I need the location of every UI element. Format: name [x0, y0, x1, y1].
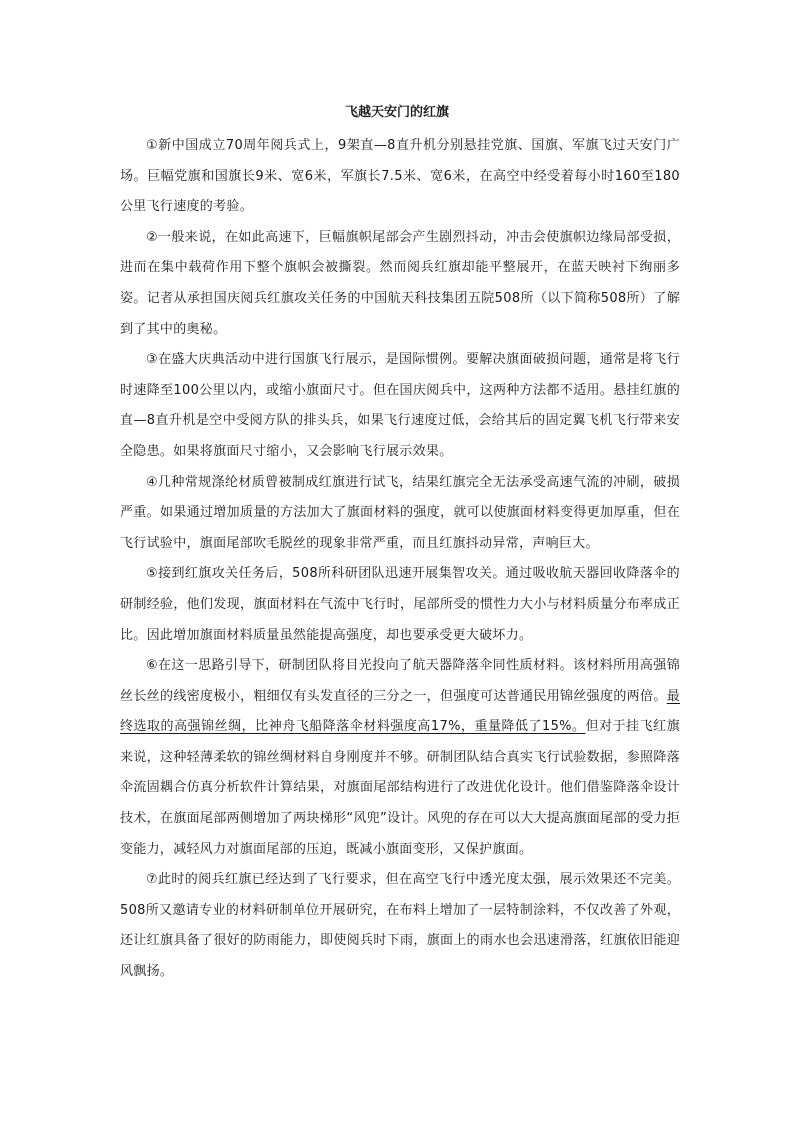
paragraph-6-start: ⑥在这一思路引导下，研制团队将目光投向了航天器降落伞同性质材料。该材料所用高强锦丝长丝的线密度极小，粗细仅有头发直径的三分之一，但强度可达普通民用锦丝强度的两倍。 [120, 658, 680, 704]
paragraph-5: ⑤接到红旗攻关任务后，508所科研团队迅速开展集智攻关。通过吸收航天器回收降落伞的研制经验，他们发现，旗面材料在气流中飞行时，尾部所受的惯性力大小与材料质量分布率成正比。因此增加旗面材料质量虽然能提高强度，却也要承受更大破坏力。 [120, 566, 680, 643]
underlined-sentence: 最终选取的高强锦丝绸，比神舟飞船降落伞材料强度高17%，重量降低了15%。 [120, 688, 680, 735]
article-title: 飞越天安门的红旗 [344, 105, 449, 120]
article-body [120, 131, 680, 988]
paragraph-2: ②一般来说，在如此高速下，巨幅旗帜尾部会产生剧烈抖动，冲击会使旗帜边缘局部受损，进而在集中载荷作用下整个旗帜会被撕裂。然而阅兵红旗却能平整展开，在蓝天映衬下绚丽多姿。记者从承担国庆阅兵红旗攻关任务的中国航天科技集团五院508所（以下简称508所）了解到了其中的奥秘。 [120, 229, 680, 337]
paragraph-1: ①新中国成立70周年阅兵式上，9架直—8直升机分别悬挂党旗、国旗、军旗飞过天安门广场。巨幅党旗和国旗长9米、宽6米，军旗长7.5米、宽6米，在高空中经受着每小时160至180公里飞行速度的考验。 [120, 138, 680, 215]
paragraph-3: ③在盛大庆典活动中进行国旗飞行展示，是国际惯例。要解决旗面破损问题，通常是将飞行时速降至100公里以内，或缩小旗面尺寸。但在国庆阅兵中，这两种方法都不适用。悬挂红旗的直—8直升机是空中受阅方队的排头兵，如果飞行速度过低，会给其后的固定翼飞机飞行带来安全隐患。如果将旗面尺寸缩小，又会影响飞行展示效果。 [120, 352, 680, 459]
paragraph-6 [120, 651, 680, 865]
paragraph-7: ⑦此时的阅兵红旗已经达到了飞行要求，但在高空飞行中透光度太强，展示效果还不完美。508所又邀请专业的材料研制单位开展研究，在布料上增加了一层特制涂料，不仅改善了外观，还让红旗具备了很好的防雨能力，即使阅兵时下雨，旗面上的雨水也会迅速滑落，红旗依旧能迎风飘扬。 [120, 872, 680, 980]
paragraph-4: ④几种常规涤纶材质曾被制成红旗进行试飞，结果红旗完全无法承受高速气流的冲刷，破损严重。如果通过增加质量的方法加大了旗面材料的强度，就可以使旗面材料变得更加厚重，但在飞行试验中，旗面尾部吹毛脱丝的现象非常严重，而且红旗抖动异常，声响巨大。 [120, 474, 680, 551]
paragraph-6-end: 但对于挂飞红旗来说，这种轻薄柔软的锦丝绸材料自身刚度并不够。研制团队结合真实飞行试验数据，参照降落伞流固耦合仿真分析软件计算结果，对旗面尾部结构进行了改进优化设计。他们借鉴降落伞设计技术，在旗面尾部两侧增加了两块梯形“风兜”设计。风兜的存在可以大大提高旗面尾部的受力拒变能力，减轻风力对旗面尾部的压迫，既减小旗面变形，又保护旗面。 [120, 719, 680, 857]
